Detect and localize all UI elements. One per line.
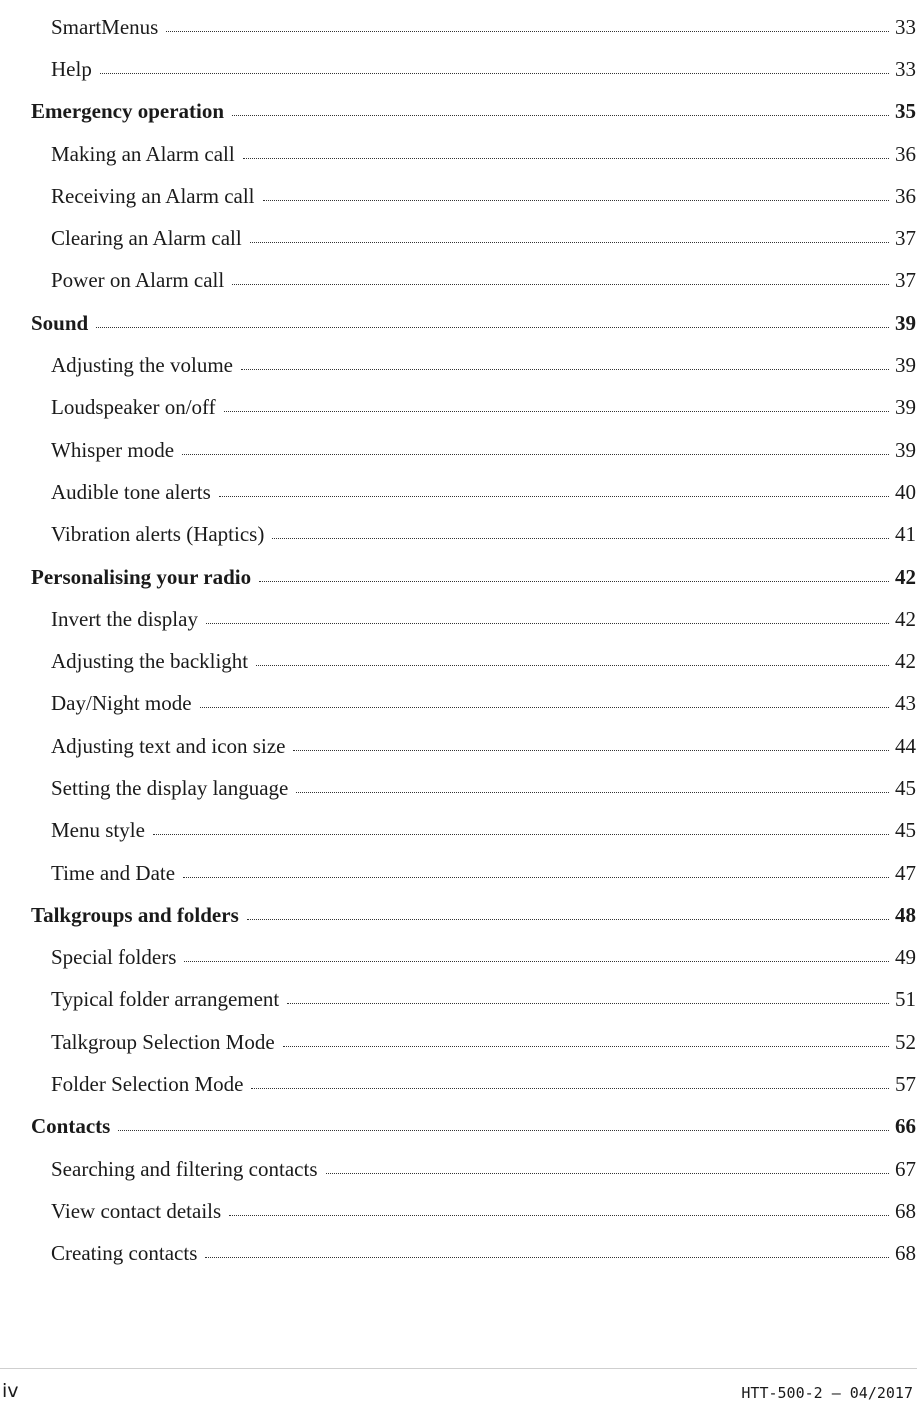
toc-entry-page: 40 [895,479,916,504]
toc-entry[interactable] [0,767,917,809]
dot-leader [259,581,889,582]
toc-entry-label: Invert the display [51,606,198,631]
toc-entry-page: 68 [895,1241,916,1266]
toc-entry-page: 67 [895,1156,916,1181]
dot-leader [256,665,889,666]
toc-entry-label: Help [51,56,92,81]
toc-section-label: Talkgroups and folders [31,902,239,927]
toc-entry[interactable] [0,133,917,175]
dot-leader [224,411,889,412]
toc-entry[interactable] [0,260,917,302]
dot-leader [205,1257,889,1258]
toc-entry-label: Talkgroup Selection Mode [51,1029,275,1054]
toc-entry[interactable] [0,810,917,852]
dot-leader [96,327,889,328]
toc-entry-page: 57 [895,1072,916,1097]
toc-entry[interactable] [0,217,917,259]
toc-entry[interactable] [0,429,917,471]
footer-page-number: iv [2,1380,19,1402]
dot-leader [118,1130,889,1131]
dot-leader [241,369,889,370]
toc-entry-page: 42 [895,606,916,631]
toc-entry-label: Audible tone alerts [51,479,211,504]
toc-entry-label: Receiving an Alarm call [51,183,255,208]
toc-entry-label: Clearing an Alarm call [51,226,242,251]
toc-entry-label: Folder Selection Mode [51,1072,244,1097]
toc-section[interactable] [0,894,917,936]
toc-entry[interactable] [0,6,917,48]
toc-entry-label: View contact details [51,1198,222,1223]
toc-entry-page: 43 [895,691,916,716]
dot-leader [184,961,889,962]
toc-entry-page: 44 [895,733,916,758]
toc-entry-label: Whisper mode [51,437,175,462]
toc-entry-page: 39 [895,395,916,420]
dot-leader [183,877,889,878]
toc-entry-label: Power on Alarm call [51,268,225,293]
dot-leader [263,200,889,201]
dot-leader [287,1003,889,1004]
toc-section-label: Emergency operation [31,99,225,124]
toc-entry-page: 51 [895,987,916,1012]
toc-entry-page: 33 [895,56,916,81]
toc-section[interactable] [0,91,917,133]
toc-section-page: 42 [895,564,916,589]
toc-entry-page: 45 [895,775,916,800]
toc-entry-label: Vibration alerts (Haptics) [51,522,265,547]
toc-entry[interactable] [0,514,917,556]
toc-entry-label: Setting the display language [51,775,289,800]
toc-entry-page: 37 [895,226,916,251]
dot-leader [250,242,889,243]
dot-leader [232,115,889,116]
toc-entry-label: Adjusting text and icon size [51,733,286,758]
toc-section-page: 66 [895,1114,916,1139]
toc-entry-page: 45 [895,818,916,843]
toc-section-label: Personalising your radio [31,564,252,589]
dot-leader [182,454,889,455]
dot-leader [200,707,889,708]
toc-section[interactable] [0,302,917,344]
table-of-contents [0,6,917,1275]
toc-entry-label: Time and Date [51,860,176,885]
toc-entry[interactable] [0,852,917,894]
dot-leader [283,1046,889,1047]
toc-entry-label: Typical folder arrangement [51,987,280,1012]
toc-entry-page: 47 [895,860,916,885]
toc-entry-page: 42 [895,649,916,674]
toc-entry[interactable] [0,1063,917,1105]
dot-leader [232,284,889,285]
dot-leader [153,834,889,835]
toc-entry-label: Adjusting the volume [51,353,233,378]
toc-entry-page: 36 [895,141,916,166]
toc-entry[interactable] [0,640,917,682]
dot-leader [251,1088,889,1089]
dot-leader [100,73,889,74]
toc-entry-page: 41 [895,522,916,547]
dot-leader [272,538,889,539]
toc-entry-label: Making an Alarm call [51,141,235,166]
toc-section-page: 35 [895,99,916,124]
dot-leader [296,792,889,793]
toc-entry[interactable] [0,344,917,386]
dot-leader [166,31,889,32]
toc-entry[interactable] [0,1148,917,1190]
toc-section-label: Contacts [31,1114,111,1139]
toc-entry[interactable] [0,471,917,513]
toc-entry[interactable] [0,48,917,90]
toc-entry-label: Day/Night mode [51,691,192,716]
toc-section[interactable] [0,1106,917,1148]
dot-leader [326,1173,890,1174]
dot-leader [293,750,889,751]
toc-entry-page: 39 [895,353,916,378]
toc-section-page: 39 [895,310,916,335]
dot-leader [247,919,889,920]
toc-entry-page: 39 [895,437,916,462]
toc-entry-page: 36 [895,183,916,208]
toc-entry-page: 37 [895,268,916,293]
footer-divider [0,1368,917,1369]
toc-entry-page: 68 [895,1198,916,1223]
toc-section-page: 48 [895,902,916,927]
toc-entry[interactable] [0,1233,917,1275]
toc-entry[interactable] [0,1190,917,1232]
toc-entry-label: Loudspeaker on/off [51,395,216,420]
toc-entry-page: 49 [895,945,916,970]
footer-document-id: HTT-500-2 – 04/2017 [741,1384,913,1402]
toc-entry[interactable] [0,1021,917,1063]
toc-entry-page: 33 [895,14,916,39]
toc-entry[interactable] [0,979,917,1021]
toc-entry-label: SmartMenus [51,14,159,39]
toc-entry[interactable] [0,598,917,640]
dot-leader [219,496,889,497]
toc-entry-label: Adjusting the backlight [51,649,249,674]
toc-entry-page: 52 [895,1029,916,1054]
toc-entry[interactable] [0,725,917,767]
toc-entry-label: Menu style [51,818,145,843]
toc-entry[interactable] [0,683,917,725]
dot-leader [229,1215,889,1216]
toc-entry[interactable] [0,937,917,979]
toc-section[interactable] [0,556,917,598]
toc-entry[interactable] [0,175,917,217]
toc-entry-label: Creating contacts [51,1241,198,1266]
dot-leader [243,158,889,159]
toc-entry-label: Searching and filtering contacts [51,1156,318,1181]
toc-entry[interactable] [0,387,917,429]
dot-leader [206,623,889,624]
toc-section-label: Sound [31,310,89,335]
toc-entry-label: Special folders [51,945,177,970]
